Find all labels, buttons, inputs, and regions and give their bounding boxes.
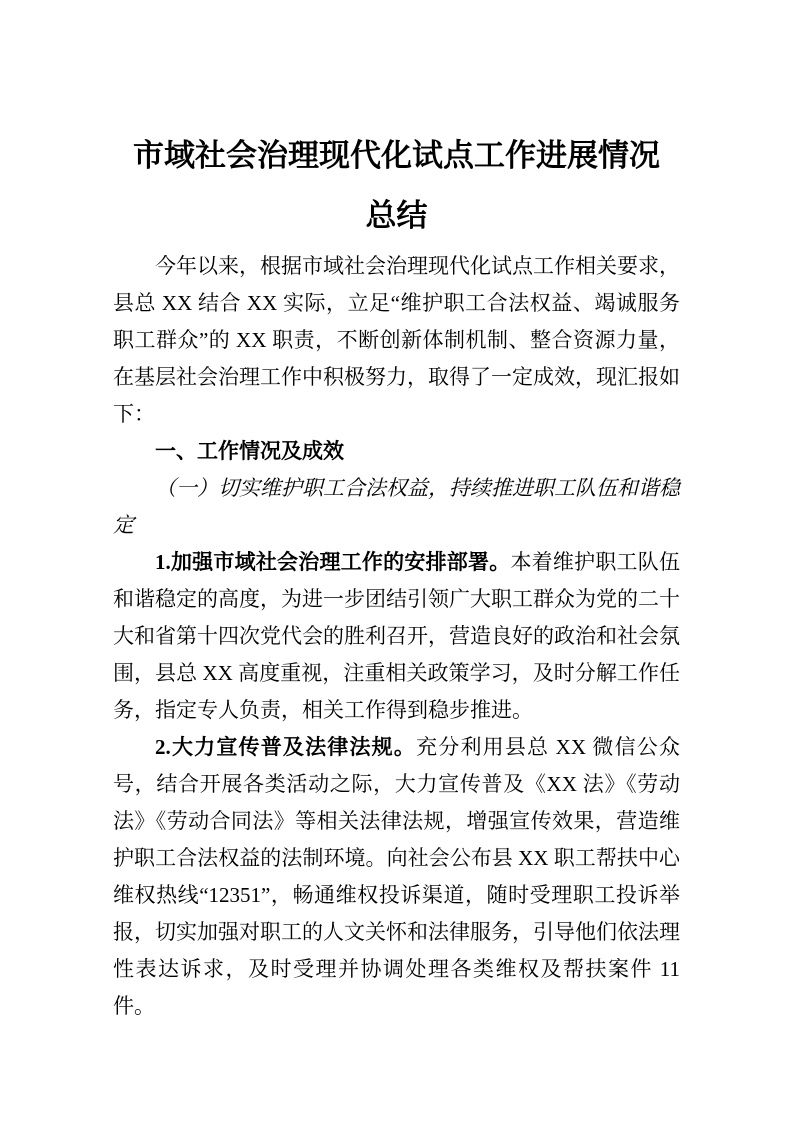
paragraph-1-lead: 1.加强市域社会治理工作的安排部署。	[155, 550, 511, 574]
subsection-heading: （一）切实维护职工合法权益，持续推进职工队伍和谐稳定	[113, 476, 680, 537]
numbered-paragraph-1	[113, 544, 680, 729]
intro-paragraph: 今年以来，根据市域社会治理现代化试点工作相关要求，县总 XX 结合 XX 实际，立足“维护职工合法权益、竭诚服务职工群众”的 XX 职责，不断创新体制机制、整合资源力量，在基层社会治理工作中积极努力，取得了一定成效，现汇报如下：	[113, 254, 680, 426]
document-title: 市域社会治理现代化试点工作进展情况总结	[133, 138, 660, 233]
paragraph-2-body: 充分利用县总 XX 微信公众号，结合开展各类活动之际，大力宣传普及《XX 法》《劳动法》《劳动合同法》等相关法律法规，增强宣传效果，营造维护职工合法权益的法制环境。向社会公布县 XX 职工帮扶中心维权热线“12351”，畅通维权投诉渠道，随时受理职工投诉举报，切实加强对职工的人文关怀和法律服务，引导他们依法理性表达诉求，及时受理并协调处理各类维权及帮扶案件 11 件。	[113, 735, 680, 1018]
numbered-paragraph-2	[113, 729, 680, 1025]
section-heading: 一、工作情况及成效	[155, 440, 344, 463]
paragraph-2-lead: 2.大力宣传普及法律法规。	[155, 735, 417, 759]
paragraph-1-body: 本着维护职工队伍和谐稳定的高度，为进一步团结引领广大职工群众为党的二十大和省第十四次党代会的胜利召开，营造良好的政治和社会氛围，县总 XX 高度重视，注重相关政策学习，及时分解工作任务，指定专人负责，相关工作得到稳步推进。	[113, 550, 680, 722]
